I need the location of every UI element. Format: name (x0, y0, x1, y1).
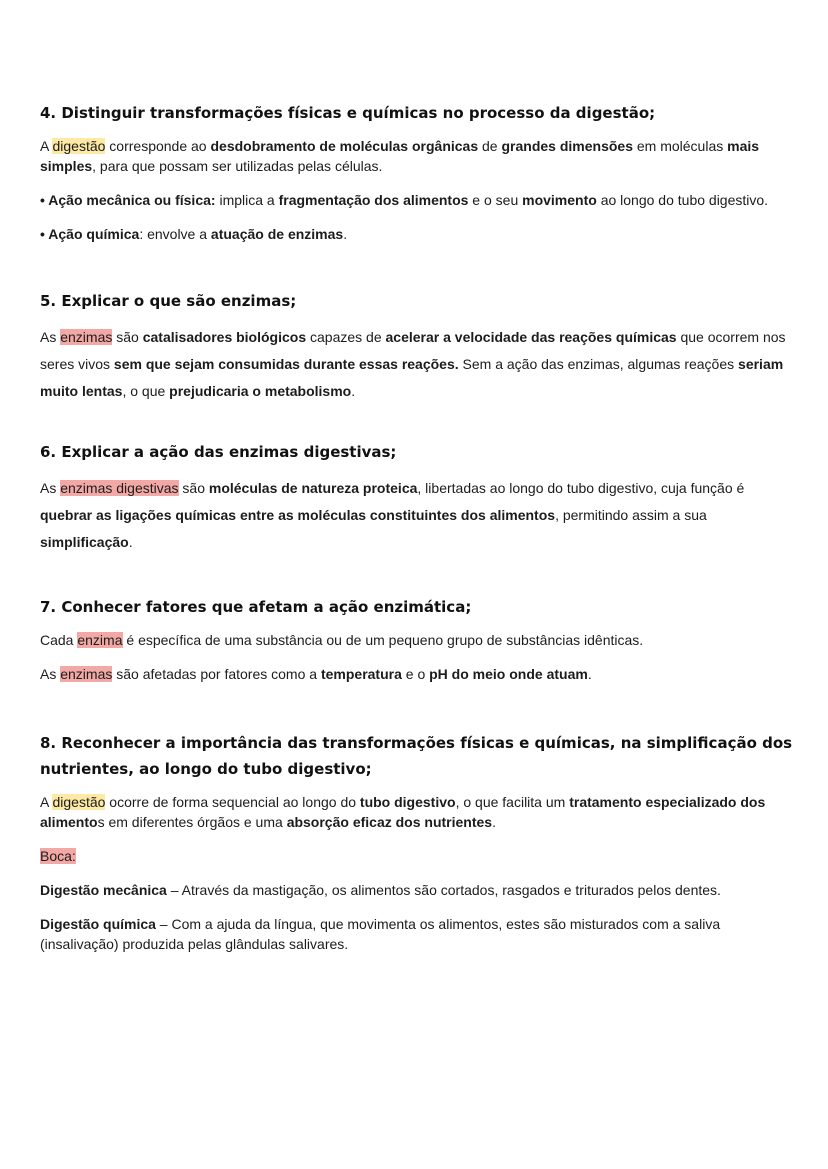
paragraph: As enzimas são afetadas por fatores como a temperatura e o pH do meio onde atuam. (40, 666, 592, 682)
paragraph: Digestão mecânica – Através da mastigação, os alimentos são cortados, rasgados e triturados pelos dentes. (40, 882, 721, 898)
section-title: 7. Conhecer fatores que afetam a ação enzimática; (40, 598, 472, 616)
paragraph: Cada enzima é específica de uma substância ou de um pequeno grupo de substâncias idênticas. (40, 632, 644, 648)
highlight-term: enzimas (60, 329, 113, 345)
paragraph: As enzimas digestivas são moléculas de natureza proteica, libertadas ao longo do tubo digestivo, cuja função é quebrar as ligações químicas entre as moléculas constituintes dos alimentos, permitindo assim a sua simplificação. (40, 480, 745, 550)
section-7 (40, 594, 800, 684)
section-4 (40, 100, 800, 244)
highlight-term: digestão (52, 794, 106, 810)
section-8 (40, 730, 800, 954)
section-title: 4. Distinguir transformações físicas e químicas no processo da digestão; (40, 104, 656, 122)
highlight-term: enzimas (60, 666, 113, 682)
subheading (40, 846, 800, 866)
section-title: 5. Explicar o que são enzimas; (40, 292, 297, 310)
section-title: 8. Reconhecer a importância das transformações físicas e químicas, na simplificação dos nutrientes, ao longo do tubo digestivo; (40, 734, 793, 778)
section-title: 6. Explicar a ação das enzimas digestivas; (40, 443, 397, 461)
highlight-term: enzima (77, 632, 123, 648)
section-6 (40, 439, 800, 556)
paragraph: A digestão ocorre de forma sequencial ao longo do tubo digestivo, o que facilita um tratamento especializado dos alimentos em diferentes órgãos e uma absorção eficaz dos nutrientes. (40, 794, 766, 830)
bullet-item: • Ação química: envolve a atuação de enzimas. (40, 226, 348, 242)
paragraph: A digestão corresponde ao desdobramento de moléculas orgânicas de grandes dimensões em moléculas mais simples, para que possam ser utilizadas pelas células. (40, 138, 760, 174)
section-5 (40, 288, 800, 405)
highlight-term: enzimas digestivas (60, 480, 179, 496)
paragraph: Digestão química – Com a ajuda da língua, que movimenta os alimentos, estes são misturados com a saliva (insalivação) produzida pelas glândulas salivares. (40, 916, 721, 952)
highlight-term: digestão (52, 138, 106, 154)
highlight-term: Boca: (40, 848, 76, 864)
document-page (40, 100, 800, 994)
paragraph: As enzimas são catalisadores biológicos capazes de acelerar a velocidade das reações químicas que ocorrem nos seres vivos sem que sejam consumidas durante essas reações. Sem a ação das enzimas, algumas reações seriam muito lentas, o que prejudicaria o metabolismo. (40, 329, 786, 399)
bullet-item: • Ação mecânica ou física: implica a fragmentação dos alimentos e o seu movimento ao longo do tubo digestivo. (40, 192, 769, 208)
